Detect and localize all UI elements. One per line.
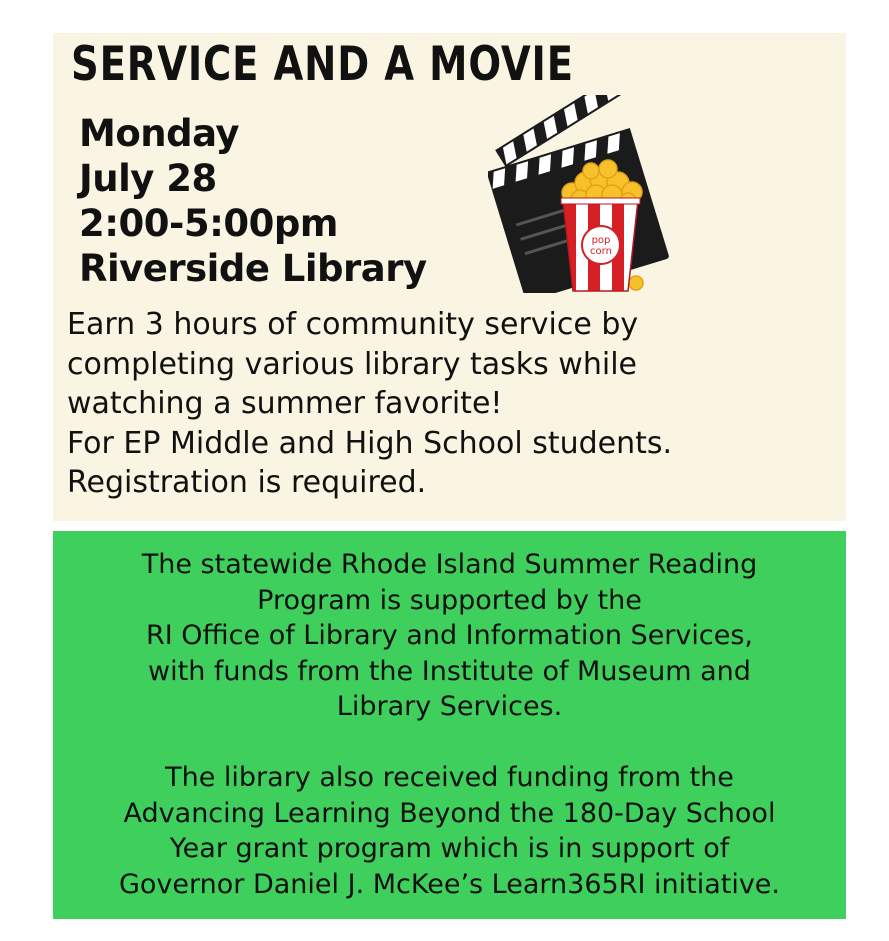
description-line: For EP Middle and High School students.: [67, 425, 673, 461]
funding-line: RI Office of Library and Information Services,: [146, 620, 753, 651]
funding-line: Governor Daniel J. McKee’s Learn365RI initiative.: [118, 868, 780, 900]
funding-panel: [53, 531, 846, 919]
funding-line: Year grant program which is in support of: [169, 833, 730, 864]
funding-line: Advancing Learning Beyond the 180-Day School: [123, 797, 776, 829]
popcorn-label-top: pop: [591, 235, 611, 246]
description-line: Registration is required.: [67, 465, 427, 500]
popcorn-label-bottom: corn: [590, 246, 612, 257]
funding-paragraph-2: [53, 760, 846, 902]
funding-line: The library also received funding from the: [165, 762, 734, 793]
clapperboard-popcorn-icon: [488, 95, 718, 293]
description-line: Earn 3 hours of community service by: [67, 307, 639, 342]
funding-line: Program is supported by the: [257, 584, 642, 616]
funding-line: The statewide Rhode Island Summer Reading: [141, 549, 758, 580]
event-panel: [53, 33, 846, 521]
event-day: Monday: [79, 112, 240, 155]
event-location: Riverside Library: [79, 247, 427, 290]
funding-line: Library Services.: [336, 691, 563, 722]
event-details: [79, 111, 427, 291]
event-date: July 28: [79, 157, 217, 200]
event-time: 2:00-5:00pm: [79, 202, 338, 245]
funding-paragraph-1: [53, 547, 846, 725]
funding-line: with funds from the Institute of Museum and: [148, 655, 751, 687]
description-line: watching a summer favorite!: [67, 386, 503, 421]
event-description: [67, 305, 837, 503]
event-title: SERVICE AND A MOVIE: [71, 37, 574, 92]
description-line: completing various library tasks while: [67, 346, 637, 382]
